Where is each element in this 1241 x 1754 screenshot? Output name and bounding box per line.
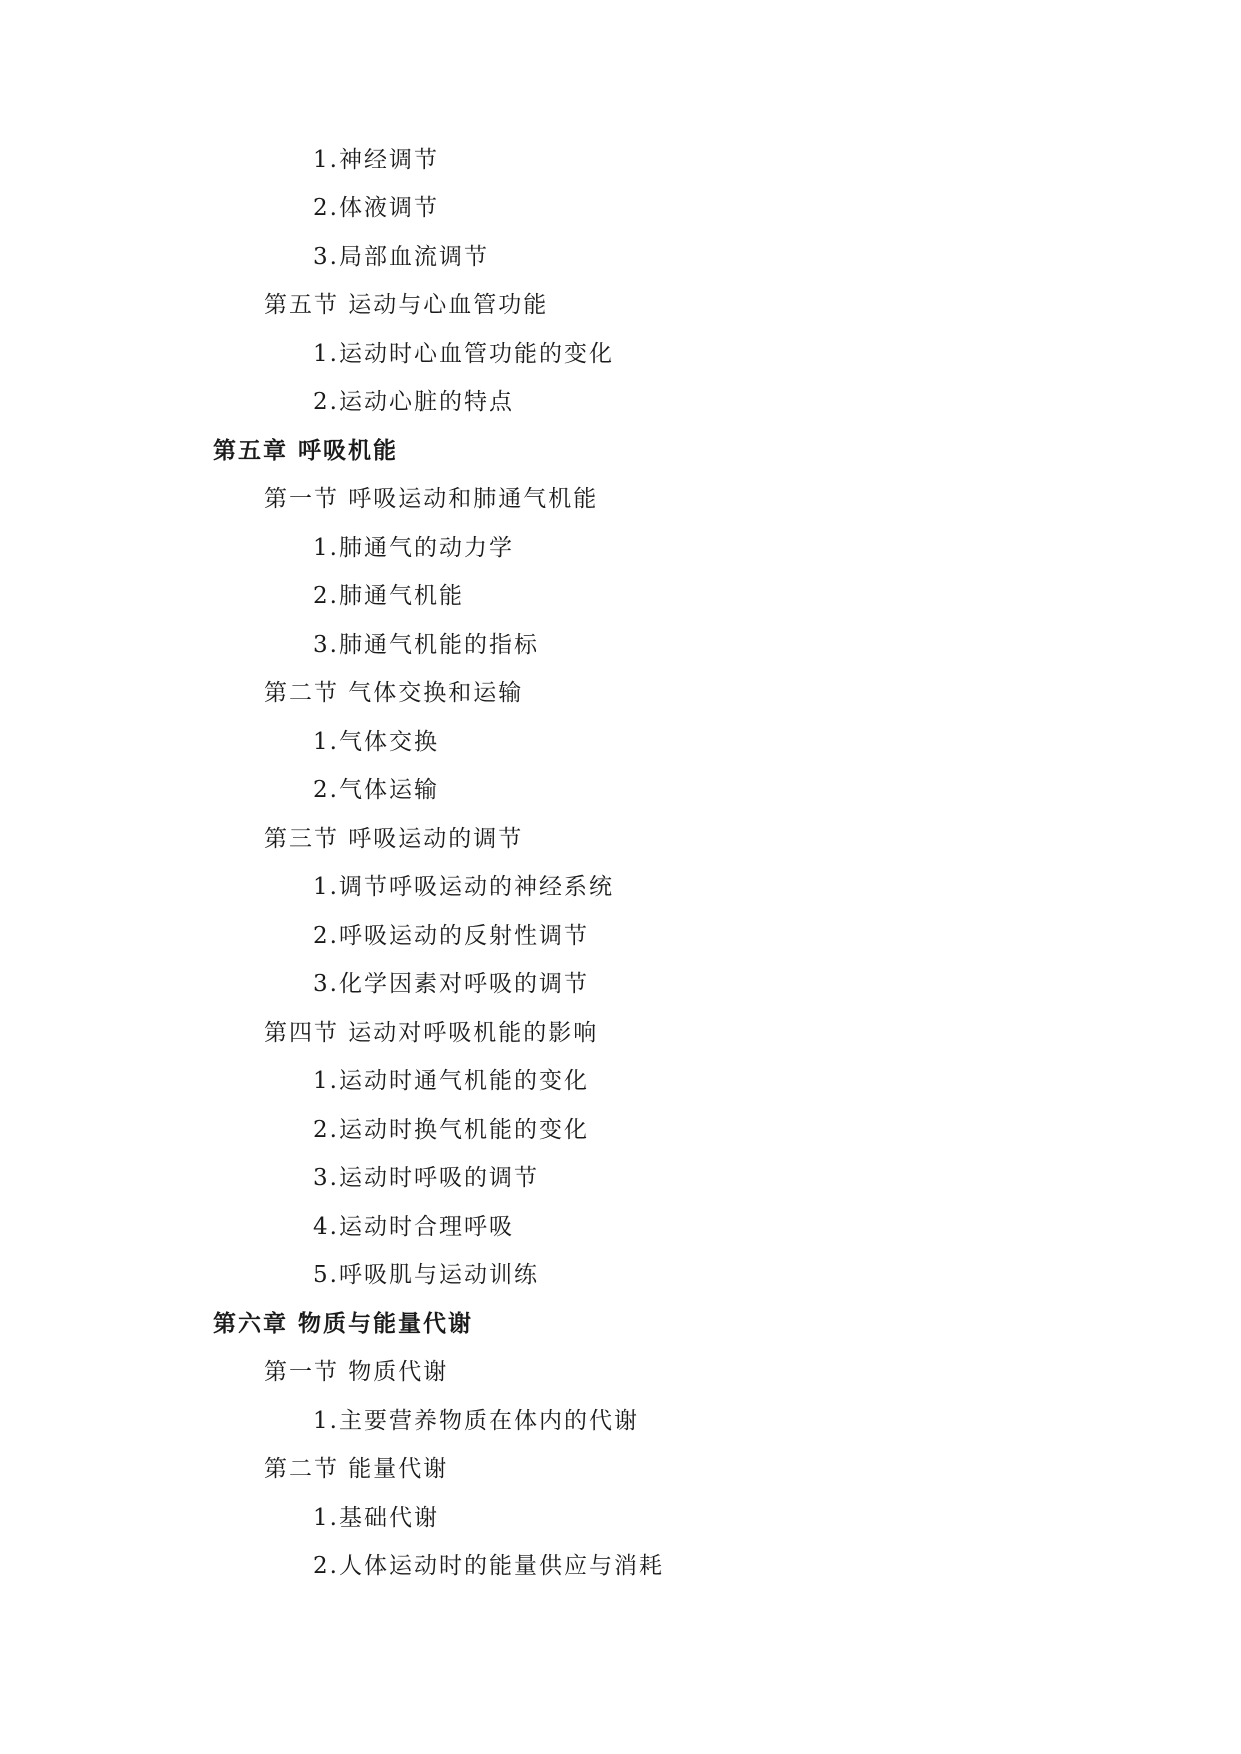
outline-item-point: 3.化学因素对呼吸的调节 [313,971,589,997]
outline-item-point: 2.肺通气机能 [313,583,464,609]
outline-item-point: 2.人体运动时的能量供应与消耗 [313,1553,664,1579]
outline-item-section: 第一节 呼吸运动和肺通气机能 [264,486,599,512]
outline-item-section: 第五节 运动与心血管功能 [264,292,549,318]
outline-item-point: 4.运动时合理呼吸 [313,1214,514,1240]
outline-item-point: 1.主要营养物质在体内的代谢 [313,1408,639,1434]
outline-item-chapter: 第五章 呼吸机能 [213,437,399,464]
outline-item-point: 1.调节呼吸运动的神经系统 [313,874,614,900]
outline-item-point: 1.运动时心血管功能的变化 [313,341,614,367]
outline-item-section: 第二节 气体交换和运输 [264,680,524,706]
outline-item-point: 2.气体运输 [313,777,439,803]
outline-item-section: 第四节 运动对呼吸机能的影响 [264,1020,599,1046]
outline-item-point: 2.体液调节 [313,195,439,221]
outline-item-point: 2.运动心脏的特点 [313,389,514,415]
outline-item-point: 1.基础代谢 [313,1505,439,1531]
outline-item-point: 2.呼吸运动的反射性调节 [313,923,589,949]
outline-item-section: 第三节 呼吸运动的调节 [264,826,524,852]
outline-item-point: 1.肺通气的动力学 [313,535,514,561]
outline-item-section: 第一节 物质代谢 [264,1359,449,1385]
outline-item-chapter: 第六章 物质与能量代谢 [213,1310,474,1337]
outline-item-point: 1.运动时通气机能的变化 [313,1068,589,1094]
outline-item-point: 1.神经调节 [313,147,439,173]
outline-item-point: 3.局部血流调节 [313,244,489,270]
outline-item-point: 2.运动时换气机能的变化 [313,1117,589,1143]
outline-item-point: 3.运动时呼吸的调节 [313,1165,539,1191]
outline-item-section: 第二节 能量代谢 [264,1456,449,1482]
outline-item-point: 5.呼吸肌与运动训练 [313,1262,539,1288]
outline-item-point: 3.肺通气机能的指标 [313,632,539,658]
outline-item-point: 1.气体交换 [313,729,439,755]
